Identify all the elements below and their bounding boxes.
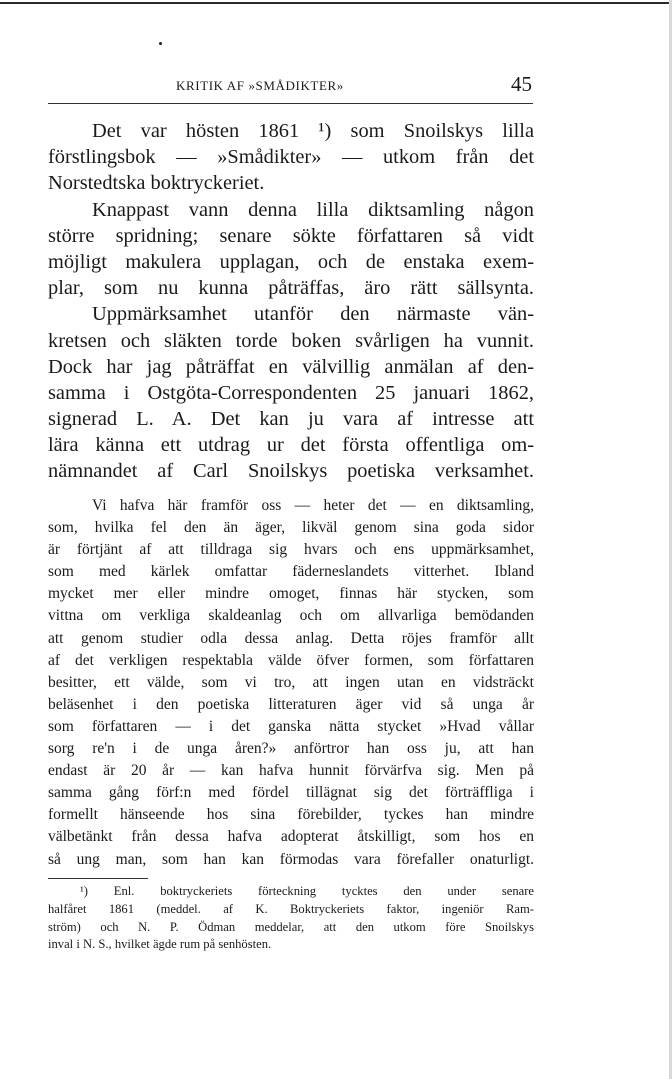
footnote-line: ström) och N. P. Ödman meddelar, att den utkom före Snoilskys: [48, 919, 534, 934]
text-line: Uppmärksamhet utanför den närmaste vän-: [92, 303, 534, 326]
footnote-line: inval i N. S., hvilket ägde rum på senhösten.: [48, 937, 272, 952]
text-line: Norstedtska boktryckeriet.: [48, 172, 265, 195]
footnote-rule: [48, 878, 148, 879]
text-line: signerad L. A. Det kan ju vara af intresse att: [48, 408, 534, 431]
text-line: lära känna ett utdrag ur det första offentliga om-: [48, 434, 534, 457]
footnote: [48, 883, 534, 954]
quote-line: mycket mer eller mindre omoget, finnas här stycken, som: [48, 585, 534, 603]
text-line: större spridning; senare sökte författaren så vidt: [48, 224, 534, 247]
quote-line: sorg re'n i de unga åren?» anförtror han oss ju, att han: [48, 740, 534, 758]
quote-line: så ung man, som han kan förmodas vara förefaller onaturligt.: [48, 850, 534, 868]
quote-line: är förtjänt af att tilldraga sig hvars och ens uppmärksamhet,: [48, 541, 534, 559]
quote-line: som, hvilka fel den än äger, likväl genom sina goda sidor: [48, 519, 534, 537]
text-line: plar, som nu kunna påträffas, äro rätt sällsynta.: [48, 277, 534, 300]
quote-line: samma gång förf:n med fördel tillägnat sig det förträffliga i: [48, 784, 534, 802]
text-line: förstlingsbok — »Smådikter» — utkom från det: [48, 146, 534, 169]
quote-line: som författaren — i det ganska nätta stycket »Hvad vållar: [48, 717, 534, 735]
text-line: kretsen och släkten torde boken svårligen ha vunnit.: [48, 329, 534, 352]
ink-speck: [159, 42, 162, 45]
quote-line: besitter, ett välde, som vi tro, att ingen utan en vidsträckt: [48, 673, 534, 691]
quote-line: välbetänkt från dessa hafva adopterat åtskilligt, som hos en: [48, 828, 534, 846]
quote-line: vittna om verkliga skaldeanlag och om allvarliga bemödanden: [48, 607, 534, 625]
running-title: KRITIK AF »SMÅDIKTER»: [176, 78, 344, 93]
quote-line: Vi hafva här framför oss — heter det — en diktsamling,: [92, 497, 534, 514]
text-line: nämnandet af Carl Snoilskys poetiska verksamhet.: [48, 460, 534, 483]
quote-line: formellt hänseende hos sina förebilder, tyckes han mindre: [48, 806, 534, 824]
quote-line: som med kärlek omfattar fäderneslandets vitterhet. Ibland: [48, 563, 534, 581]
text-line: Det var hösten 1861 ¹) som Snoilskys lilla: [92, 120, 534, 142]
text-line: Knappast vann denna lilla diktsamling någon: [92, 198, 534, 221]
footnote-line: halfåret 1861 (meddel. af K. Boktryckeriets faktor, ingeniör Ram-: [48, 901, 534, 916]
footnote-line: ¹) Enl. boktryckeriets förteckning tycktes den under senare: [80, 884, 534, 898]
top-edge-line: [0, 2, 672, 4]
text-line: Dock har jag påträffat en välvillig anmälan af den-: [48, 355, 534, 378]
quote-line: af det verkligen respektabla välde öfver formen, som författaren: [48, 651, 534, 669]
text-line: möjligt makulera upplagan, och de enstaka exem-: [48, 250, 534, 273]
text-line: samma i Ostgöta-Correspondenten 25 januari 1862,: [48, 381, 534, 404]
quote-line: beläsenhet i den poetiska litteraturen äger vid så unga år: [48, 695, 534, 713]
quote-line: att genom studier odla dessa anlag. Detta röjes framför allt: [48, 629, 534, 647]
header-rule: [48, 103, 533, 104]
quoted-review: [48, 495, 534, 871]
page-header: [48, 72, 532, 98]
quote-line: endast är 20 år — kan hafva hunnit förvärfva sig. Men på: [48, 762, 534, 780]
page-number: 45: [511, 72, 532, 96]
main-text: [48, 118, 534, 485]
